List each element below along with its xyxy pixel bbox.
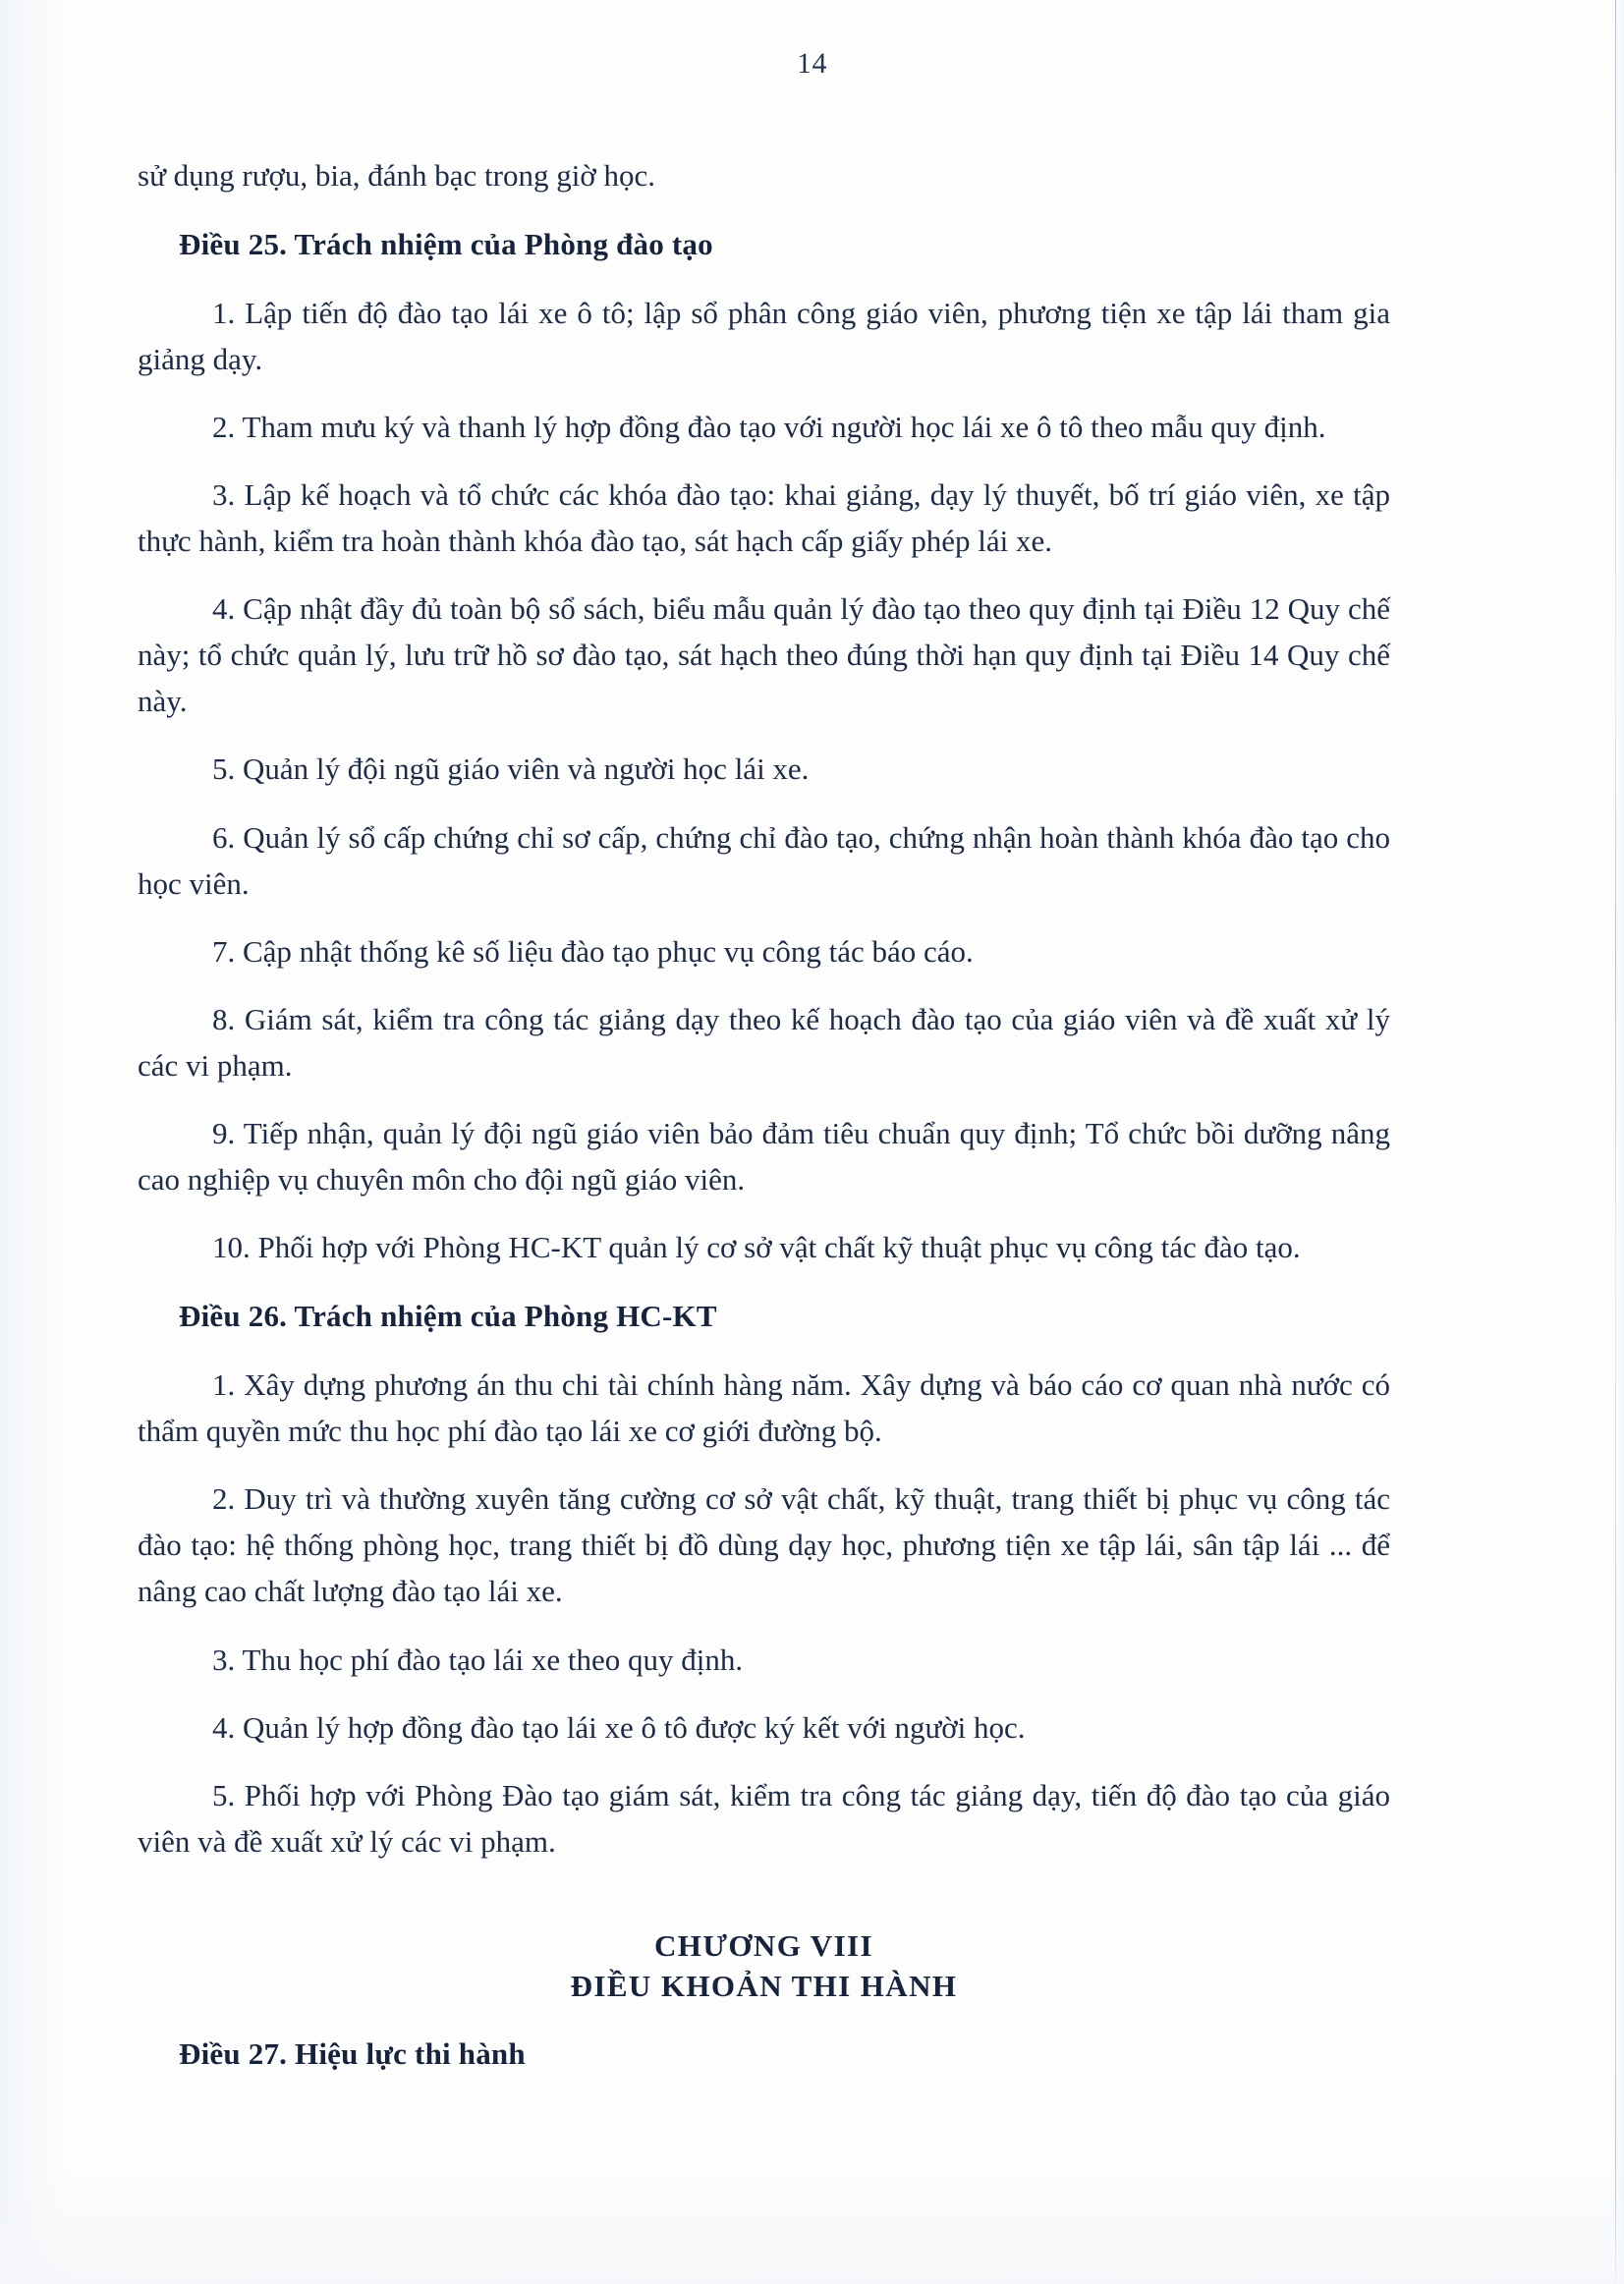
article-25-clause-9: 9. Tiếp nhận, quản lý đội ngũ giáo viên bảo đảm tiêu chuẩn quy định; Tổ chức bồi dưỡng nâng cao nghiệp vụ chuyên môn cho đội ngũ giáo viên.	[138, 1116, 1390, 1198]
article-25-clause-7: 7. Cập nhật thống kê số liệu đào tạo phục vụ công tác báo cáo.	[212, 933, 974, 969]
article-25-clause-3: 3. Lập kế hoạch và tổ chức các khóa đào tạo: khai giảng, dạy lý thuyết, bố trí giáo viên, xe tập thực hành, kiểm tra hoàn thành khóa đào tạo, sát hạch cấp giấy phép lái xe.	[138, 476, 1390, 559]
chapter-heading-block	[138, 1925, 1390, 2007]
article-25-clause-8: 8. Giám sát, kiểm tra công tác giảng dạy theo kế hoạch đào tạo của giáo viên và đề xuất xử lý các vi phạm.	[138, 1001, 1390, 1084]
scan-edge-line	[1615, 0, 1616, 2284]
article-25-clause-6: 6. Quản lý sổ cấp chứng chỉ sơ cấp, chứng chỉ đào tạo, chứng nhận hoàn thành khóa đào tạo cho học viên.	[138, 819, 1390, 901]
chapter-title: CHƯƠNG VIII	[654, 1927, 873, 1963]
continuation-paragraph: sử dụng rượu, bia, đánh bạc trong giờ học.	[138, 158, 655, 193]
article-25-clause-4: 4. Cập nhật đầy đủ toàn bộ sổ sách, biểu mẫu quản lý đào tạo theo quy định tại Điều 12 Quy chế này; tổ chức quản lý, lưu trữ hồ sơ đào tạo, sát hạch theo đúng thời hạn quy định tại Điều 14 Quy chế này.	[138, 591, 1390, 719]
scan-tint-bottom	[0, 2166, 1624, 2284]
article-25-clause-2: 2. Tham mưu ký và thanh lý hợp đồng đào tạo với người học lái xe ô tô theo mẫu quy định.	[212, 409, 1326, 444]
article-26-heading: Điều 26. Trách nhiệm của Phòng HC-KT	[179, 1299, 717, 1334]
article-26-clause-3: 3. Thu học phí đào tạo lái xe theo quy định.	[212, 1642, 744, 1677]
article-25-heading: Điều 25. Trách nhiệm của Phòng đào tạo	[179, 227, 713, 262]
article-26-clause-5: 5. Phối hợp với Phòng Đào tạo giám sát, kiểm tra công tác giảng dạy, tiến độ đào tạo của giáo viên và đề xuất xử lý các vi phạm.	[138, 1777, 1390, 1859]
article-25-clause-1: 1. Lập tiến độ đào tạo lái xe ô tô; lập sổ phân công giáo viên, phương tiện xe tập lái tham gia giảng dạy.	[138, 295, 1390, 376]
article-25-clause-5: 5. Quản lý đội ngũ giáo viên và người học lái xe.	[212, 752, 810, 787]
scan-edge-right-soft	[1615, 0, 1624, 2284]
scan-tint-left	[0, 0, 69, 2284]
page-number: 14	[797, 47, 827, 80]
document-body	[138, 152, 1390, 2072]
chapter-subtitle: ĐIỀU KHOẢN THI HÀNH	[570, 1969, 958, 2004]
article-27-heading: Điều 27. Hiệu lực thi hành	[179, 2036, 526, 2072]
article-26-clause-1: 1. Xây dựng phương án thu chi tài chính hàng năm. Xây dựng và báo cáo cơ quan nhà nước có thẩm quyền mức thu học phí đào tạo lái xe cơ giới đường bộ.	[138, 1366, 1390, 1449]
article-26-clause-4: 4. Quản lý hợp đồng đào tạo lái xe ô tô được ký kết với người học.	[212, 1709, 1026, 1745]
article-25-clause-10: 10. Phối hợp với Phòng HC-KT quản lý cơ sở vật chất kỹ thuật phục vụ công tác đào tạo.	[212, 1230, 1301, 1265]
article-26-clause-2: 2. Duy trì và thường xuyên tăng cường cơ sở vật chất, kỹ thuật, trang thiết bị phục vụ công tác đào tạo: hệ thống phòng học, trang thiết bị đồ dùng dạy học, phương tiện xe tập lái, sân tập lái ... để nâng cao chất lượng đào tạo lái xe.	[138, 1481, 1390, 1609]
